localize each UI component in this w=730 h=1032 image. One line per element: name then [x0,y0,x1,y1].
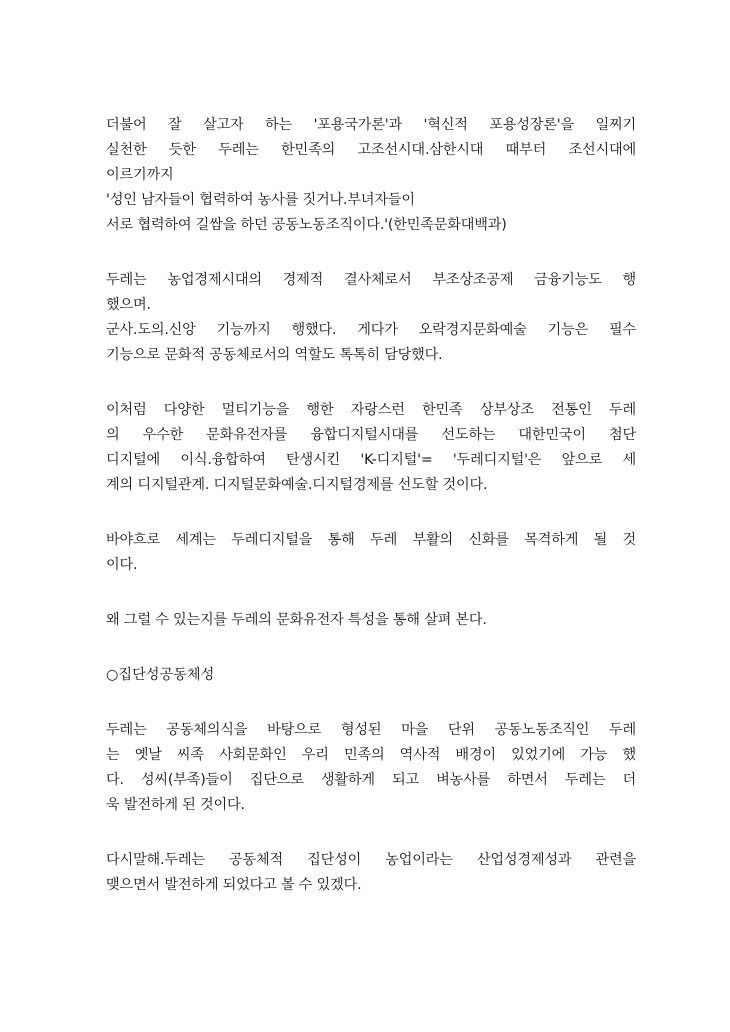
text-line: ○집단성공동체성 [106,667,215,683]
text-line: 계의 디지털관계. 디지털문화예술.디지털경제를 선도할 것이다. [106,477,488,493]
text-line: 다시말해.두레는 공동체적 집단성이 농업이라는 산업성경제성과 관련을 [106,852,636,868]
text-line: 욱 발전하게 된 것이다. [106,797,245,813]
text-line: 실천한 듯한 두레는 한민족의 고조선시대.삼한시대 때부터 조선시대에 [106,142,636,158]
text-line: 했으며. [106,297,151,313]
text-line: 왜 그럴 수 있는지를 두레의 문화유전자 특성을 통해 살펴 본다. [106,612,487,628]
text-line: 군사.도의.신앙 기능까지 행했다. 게다가 오락경지문화예술 기능은 필수 [106,322,636,338]
text-line: 두레는 농업경제시대의 경제적 결사체로서 부조상조공제 금융기능도 행 [106,272,636,288]
text-line: 는 옛날 씨족 사회문화인 우리 민족의 역사적 배경이 있었기에 가능 했 [106,747,636,763]
text-line: '성인 남자들이 협력하여 농사를 짓거나.부녀자들이 [106,192,415,208]
text-line: 기능으로 문화적 공동체로서의 역할도 톡톡히 담당했다. [106,347,443,363]
paragraph-k-digital [106,398,636,498]
document-body [106,113,636,928]
text-line: 두레는 공동체의식을 바탕으로 형성된 마을 단위 공동노동조직인 두레 [106,722,636,738]
text-line: 서로 협력하여 길쌈을 하던 공동노동조직이다.'(한민족문화대백과) [106,217,507,233]
text-line: 더불어 잘 살고자 하는 '포용국가론'과 '혁신적 포용성장론'을 일찌기 [106,117,636,133]
paragraph-economic-function [106,268,636,368]
paragraph-in-other-words [106,848,636,898]
paragraph-intro [106,113,636,238]
text-line: 이다. [106,557,138,573]
text-line: 이처럼 다양한 멀티기능을 행한 자랑스런 한민족 상부상조 전통인 두레 [106,402,636,418]
text-line: 디지털에 이식.융합하여 탄생시킨 'K-디지털'= '두레디지털'은 앞으로 세 [106,452,636,468]
paragraph-revival [106,528,636,578]
paragraph-community [106,718,636,818]
text-line: 바야흐로 세계는 두레디지털을 통해 두레 부활의 신화를 목격하게 될 것 [106,532,636,548]
paragraph-why [106,608,636,633]
text-line: 다. 성씨(부족)들이 집단으로 생활하게 되고 벼농사를 하면서 두레는 더 [106,772,636,788]
text-line: 의 우수한 문화유전자를 융합디지털시대를 선도하는 대한민국이 첨단 [106,427,636,443]
text-line: 맺으면서 발전하게 되었다고 볼 수 있겠다. [106,877,362,893]
text-line: 이르기까지 [106,167,174,183]
section-heading [106,663,636,688]
